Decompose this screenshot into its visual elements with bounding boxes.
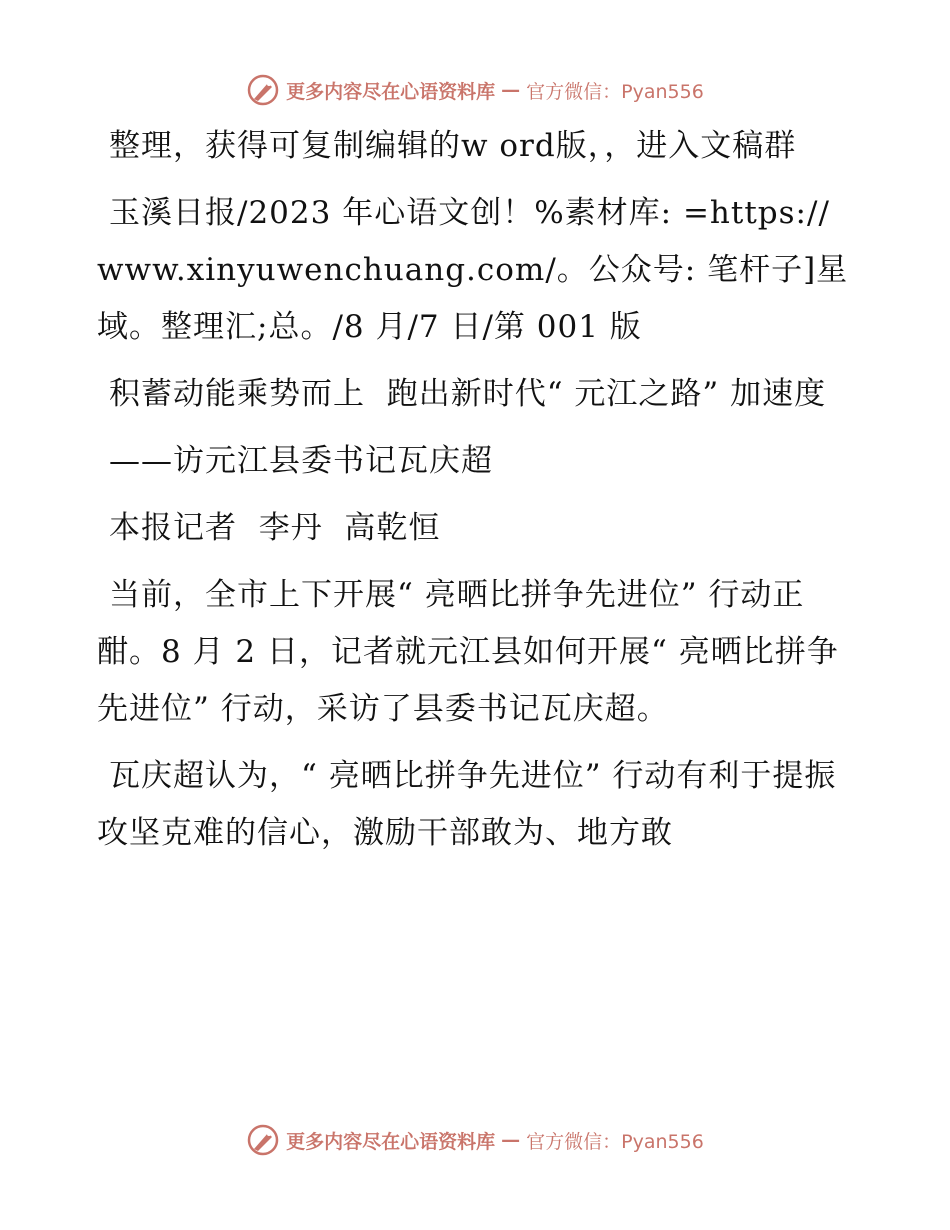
footer-dash: — <box>501 1129 521 1151</box>
paragraph-body-2: 瓦庆超认为，“ 亮晒比拼争先进位” 行动有利于提振攻坚克难的信心，激励干部敢为、地方敢 <box>97 758 837 851</box>
article-subtitle: ——访元江县委书记瓦庆超 <box>109 443 493 479</box>
header-banner <box>0 70 950 110</box>
pen-nib-circle-icon <box>246 73 280 107</box>
footer-brand-text: 更多内容尽在心语资料库 <box>286 1130 496 1153</box>
footer-banner <box>0 1120 950 1160</box>
header-dash: — <box>501 79 521 101</box>
paragraph-notice: 整理，获得可复制编辑的w ord版，，进入文稿群 <box>109 128 797 164</box>
footer-wechat-text: 官方微信：Pyan556 <box>526 1130 704 1153</box>
document-body <box>97 118 857 872</box>
pen-nib-circle-icon <box>246 1123 280 1157</box>
header-wechat-text: 官方微信：Pyan556 <box>526 80 704 103</box>
article-title: 积蓄动能乘势而上 跑出新时代“ 元江之路” 加速度 <box>109 376 827 412</box>
paragraph-source: 玉溪日报/2023 年心语文创！%素材库: =https://www.xinyuwenchuang.com/。公众号: 笔杆子]星域。整理汇;总。/8 月/7 日/第 001 版 <box>97 195 849 345</box>
paragraph-body-1: 当前，全市上下开展“ 亮晒比拼争先进位” 行动正酣。8 月 2 日，记者就元江县如何开展“ 亮晒比拼争先进位” 行动，采访了县委书记瓦庆超。 <box>97 577 839 727</box>
article-byline: 本报记者 李丹 高乾恒 <box>109 510 441 546</box>
header-brand-text: 更多内容尽在心语资料库 <box>286 80 496 103</box>
